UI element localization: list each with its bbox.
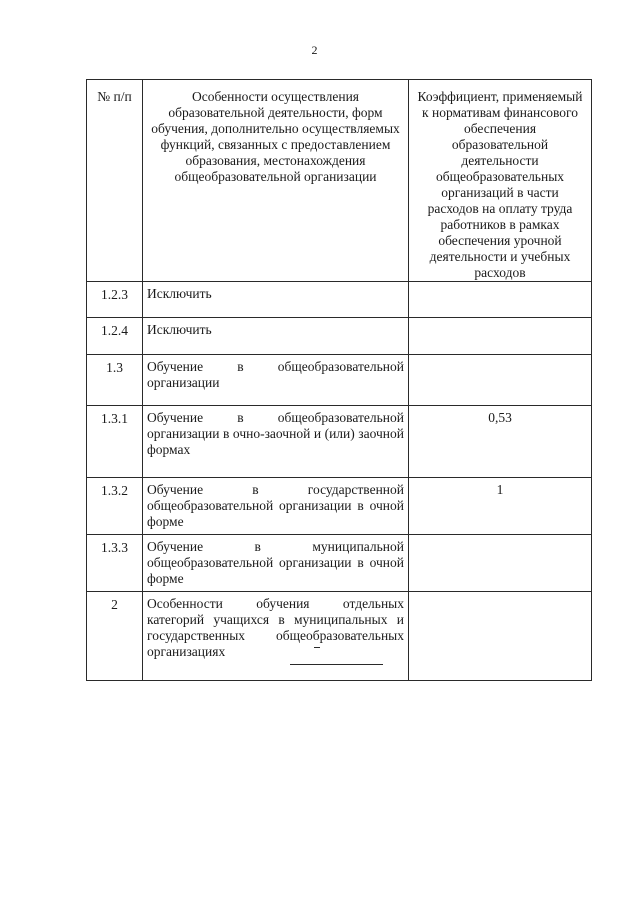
page-number: 2 <box>311 43 318 57</box>
table-header-row <box>87 80 592 282</box>
row-description: Исключить <box>143 318 409 355</box>
row-number: 1.3.2 <box>87 478 143 535</box>
row-coefficient <box>409 355 592 406</box>
row-number: 2 <box>87 592 143 681</box>
row-description: Обучение в муниципальной общеобразовательной организации в очной форме <box>143 535 409 592</box>
header-description: Особенности осуществления образовательной деятельности, форм обучения, дополнительно осуществляемых функций, связанных с предоставлением образования, местонахождения общеобразовательной организации <box>143 80 409 282</box>
header-number: № п/п <box>87 80 143 282</box>
table-row <box>87 355 592 406</box>
row-coefficient <box>409 318 592 355</box>
row-description: Обучение в общеобразовательной организации в очно-заочной и (или) заочной формах <box>143 406 409 478</box>
table-row <box>87 406 592 478</box>
header-coefficient: Коэффициент, применяемый к нормативам финансового обеспечения образовательной деятельности общеобразовательных организаций в части расходов на оплату труда работников в рамках обеспечения урочной деятельности и учебных расходов <box>409 80 592 282</box>
end-mark <box>314 647 320 648</box>
row-description: Особенности обучения отдельных категорий учащихся в муниципальных и государственных общеобразовательных организациях <box>143 592 409 681</box>
end-rule <box>290 664 383 665</box>
row-description: Обучение в государственной общеобразовательной организации в очной форме <box>143 478 409 535</box>
row-description: Исключить <box>143 282 409 318</box>
row-number: 1.3.3 <box>87 535 143 592</box>
table-row <box>87 318 592 355</box>
row-number: 1.2.4 <box>87 318 143 355</box>
row-number: 1.3.1 <box>87 406 143 478</box>
table-row <box>87 592 592 681</box>
row-coefficient <box>409 535 592 592</box>
table-row <box>87 535 592 592</box>
row-coefficient: 1 <box>409 478 592 535</box>
coefficients-table <box>86 79 592 681</box>
row-description: Обучение в общеобразовательной организации <box>143 355 409 406</box>
row-coefficient <box>409 282 592 318</box>
table-row <box>87 282 592 318</box>
table-row <box>87 478 592 535</box>
row-coefficient: 0,53 <box>409 406 592 478</box>
row-number: 1.2.3 <box>87 282 143 318</box>
row-coefficient <box>409 592 592 681</box>
row-number: 1.3 <box>87 355 143 406</box>
